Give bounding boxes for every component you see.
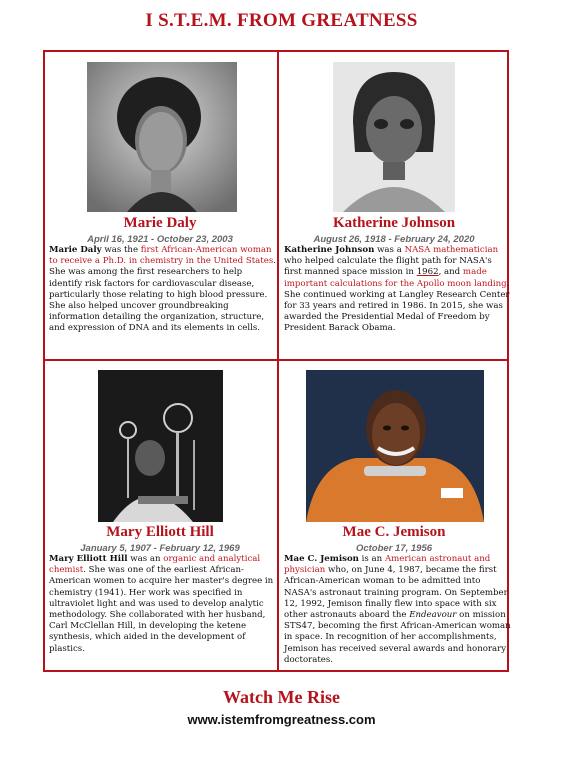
- person-dates: October 17, 1956: [355, 543, 433, 554]
- grid-divider-vertical: [277, 50, 279, 672]
- portrait-mary-elliott-hill: [98, 370, 223, 522]
- portrait-mae-jemison: [306, 370, 484, 522]
- footer-title: Watch Me Rise: [223, 687, 340, 707]
- person-bio: [284, 554, 512, 666]
- person-bio: [49, 554, 277, 655]
- person-dates: January 5, 1907 - February 12, 1969: [80, 543, 240, 554]
- bio-year: 1962: [416, 267, 439, 278]
- person-dates: April 16, 1921 - October 23, 2003: [87, 234, 233, 245]
- person-name: Mary Elliott Hill: [106, 524, 214, 540]
- bio-text: . She was among the first researchers to help identify risk factors for cardiovascular disease, particularly those relating to high blood pressure. She also helped uncover groundbreaking information detailing the organization, structure, and expression of DNA and its elements in cells.: [49, 256, 276, 334]
- grid-divider-horizontal: [43, 359, 509, 361]
- bio-italic: Endeavour: [409, 610, 457, 621]
- bio-text: , and: [438, 267, 463, 278]
- bio-text: was the: [101, 245, 141, 255]
- bio-text: was an: [127, 554, 164, 564]
- person-name: Marie Daly: [123, 215, 197, 231]
- bio-text: on mission STS47, becoming the first African-American woman in space. In recognition of her accomplishments, Jemison has received several awards and honorary doctorates.: [284, 610, 511, 665]
- bio-text: . She continued working at Langley Research Center for 33 years and retired in 1986. In 2015, she was awarded the Presidential Medal of Freedom by President Barack Obama.: [284, 278, 510, 334]
- bio-link[interactable]: American astronaut and physician: [284, 554, 491, 576]
- portrait-marie-daly: [87, 62, 237, 212]
- bio-text: . She was one of the earliest African-American women to acquire her master's degree in chemistry (1941). Her work was specified in ultraviolet light and was used to develop analytic methodology. She collaborated with her husband, Carl McClellan Hill, in developing the ketene synthesis, which aided in the development of plastics.: [49, 565, 274, 654]
- bio-link[interactable]: NASA mathematician: [404, 245, 499, 255]
- bio-text: was a: [374, 245, 405, 255]
- bio-link[interactable]: first African-American woman to receive a Ph.D. in chemistry in the United States: [49, 245, 274, 267]
- person-name: Mae C. Jemison: [342, 524, 446, 540]
- bio-name: Marie Daly: [49, 245, 102, 255]
- bio-name: Katherine Johnson: [284, 245, 375, 255]
- person-dates: August 26, 1918 - February 24, 2020: [313, 234, 475, 245]
- bio-name: Mary Elliott Hill: [49, 554, 128, 564]
- person-bio: [49, 245, 277, 335]
- bio-link[interactable]: organic and analytical chemist: [49, 554, 261, 576]
- person-bio: [284, 245, 512, 335]
- bio-link[interactable]: made important calculations for the Apollo moon landing: [284, 267, 507, 289]
- website-link[interactable]: www.istemfromgreatness.com: [187, 712, 376, 727]
- bio-name: Mae C. Jemison: [284, 554, 359, 564]
- page-title: I S.T.E.M. FROM GREATNESS: [145, 10, 418, 31]
- portrait-katherine-johnson: [333, 62, 455, 212]
- person-name: Katherine Johnson: [332, 215, 456, 231]
- bio-text: who, on June 4, 1987, became the first African-American woman to be admitted into NASA's astronaut training program. On September 12, 1992, Jemison finally flew into space with six other astronauts aboard the: [284, 565, 508, 621]
- bio-text: who helped calculate the flight path for NASA's first manned space mission in: [284, 256, 492, 278]
- bio-text: is an: [358, 554, 385, 564]
